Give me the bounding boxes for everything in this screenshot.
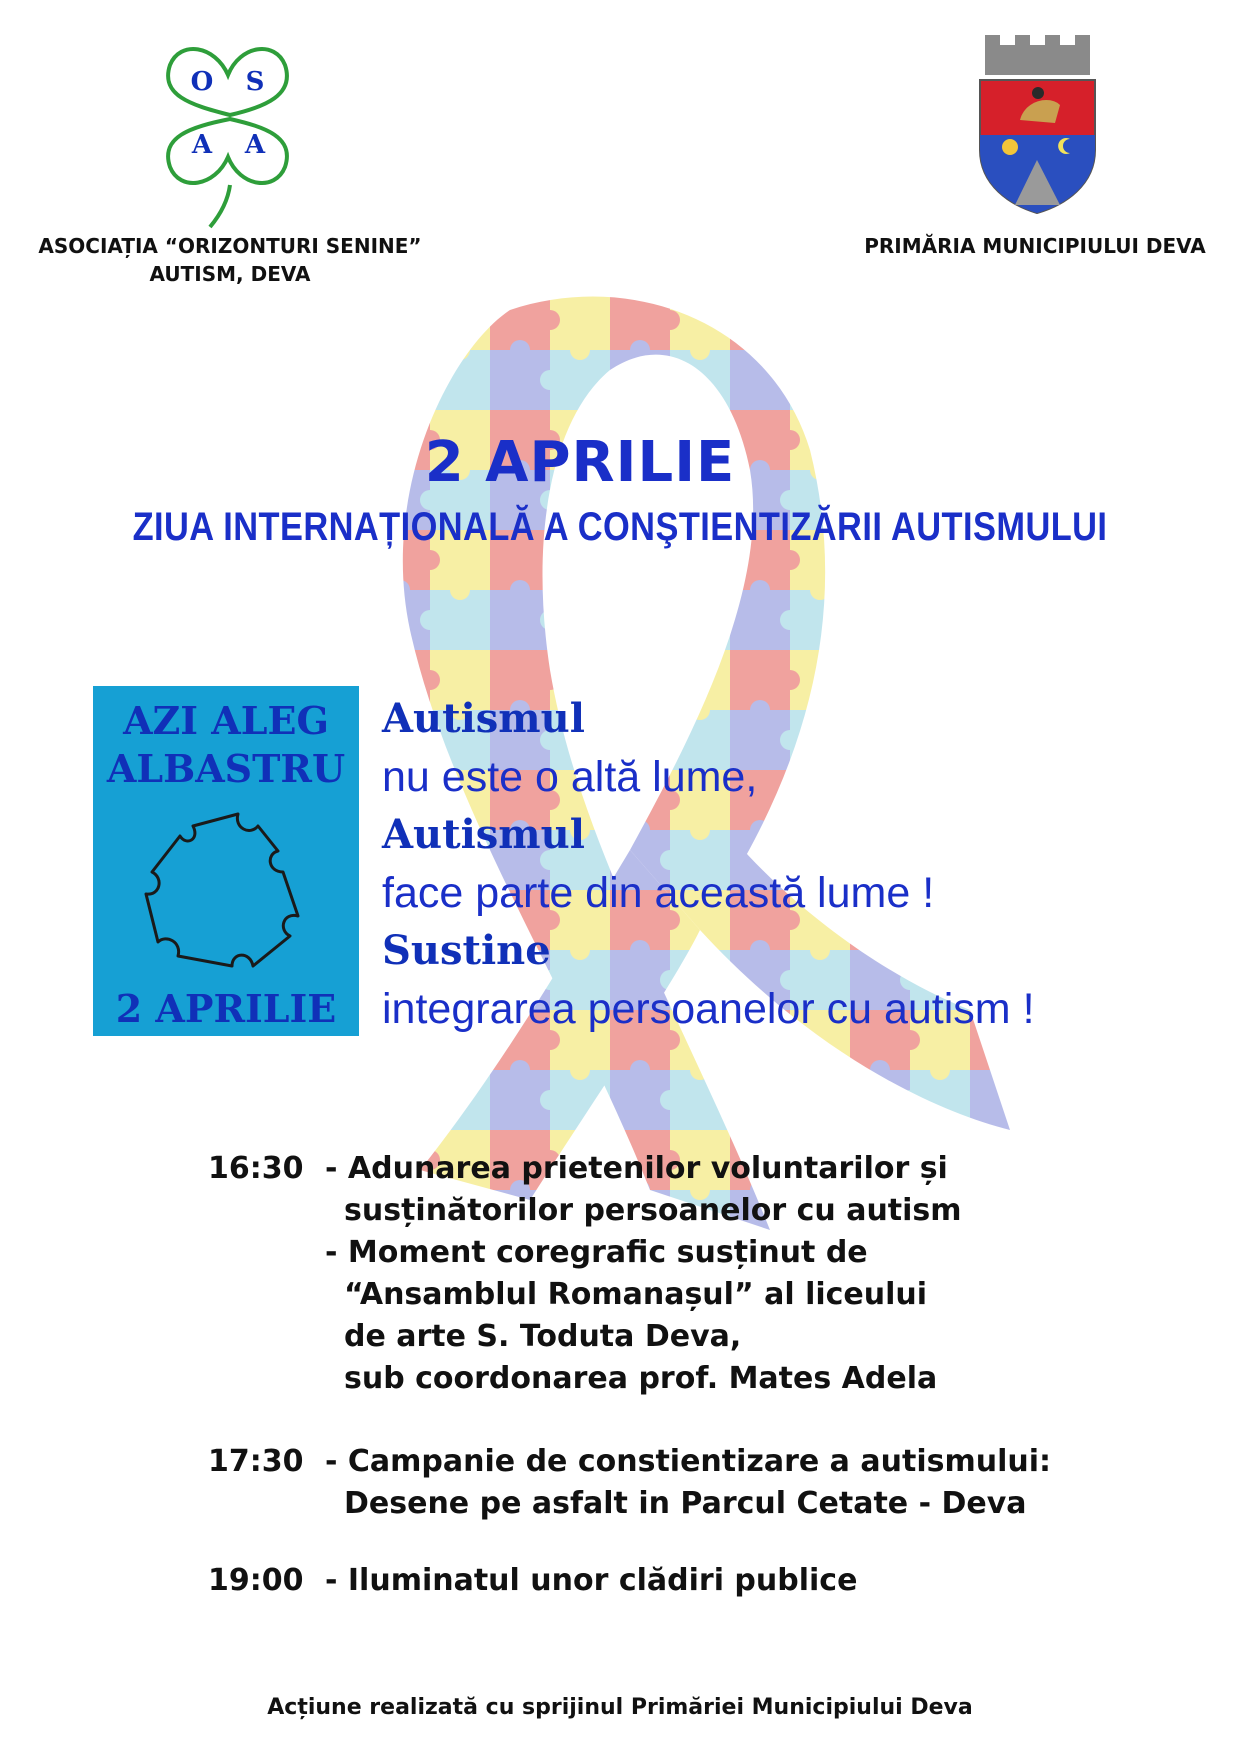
org-left-caption xyxy=(20,232,440,288)
schedule-description xyxy=(325,1148,1225,1400)
event-date-heading: 2 APRILIE xyxy=(424,430,736,495)
schedule-line: “Ansamblul Romanașul” al liceului xyxy=(344,1277,928,1312)
schedule-description xyxy=(325,1441,1225,1525)
message-line: integrarea persoanelor cu autism ! xyxy=(382,985,1035,1033)
schedule-line: Desene pe asfalt in Parcul Cetate - Deva xyxy=(344,1486,1027,1521)
message-line: Autismul xyxy=(382,811,585,858)
osaa-clover-logo xyxy=(150,35,310,230)
schedule-line: - Moment coregrafic susținut de xyxy=(325,1235,868,1270)
message-line: face parte din această lume ! xyxy=(382,869,935,917)
schedule-item xyxy=(0,1560,1240,1605)
schedule-line: - Iluminatul unor clădiri publice xyxy=(325,1563,858,1598)
logo-letter-o: O xyxy=(190,67,214,97)
schedule-time: 16:30 xyxy=(208,1151,304,1186)
message-line: Sustine xyxy=(382,927,551,974)
schedule-time: 19:00 xyxy=(208,1563,304,1598)
footer-sponsor-note: Acțiune realizată cu sprijinul Primăriei Municipiului Deva xyxy=(267,1695,973,1720)
box-line-1: AZI ALEG xyxy=(123,698,329,743)
schedule-line: sub coordonarea prof. Mates Adela xyxy=(344,1361,938,1396)
logo-letter-a: A xyxy=(244,130,266,160)
logo-letter-s: S xyxy=(245,67,265,97)
org-left-city: AUTISM, DEVA xyxy=(149,262,311,286)
logo-letter-a: A xyxy=(191,130,213,160)
message-line: nu este o altă lume, xyxy=(382,753,758,801)
awareness-message xyxy=(382,690,1222,1038)
schedule-line: susținătorilor persoanelor cu autism xyxy=(344,1193,962,1228)
message-line: Autismul xyxy=(382,695,585,742)
schedule-item xyxy=(0,1148,1240,1448)
box-date: 2 APRILIE xyxy=(115,986,337,1031)
event-title: ZIUA INTERNAȚIONALĂ A CONŞTIENTIZĂRII AUTISMULUI xyxy=(132,505,1108,549)
puzzle-piece-icon xyxy=(138,806,314,976)
org-left-name: ASOCIAȚIA “ORIZONTURI SENINE” xyxy=(38,234,422,258)
schedule-description xyxy=(325,1560,1225,1602)
schedule-line: - Campanie de constientizare a autismului: xyxy=(325,1444,1051,1479)
deva-coat-of-arms-icon xyxy=(970,35,1105,215)
schedule-item xyxy=(0,1441,1240,1531)
schedule-line: de arte S. Toduta Deva, xyxy=(344,1319,742,1354)
schedule-line: - Adunarea prietenilor voluntarilor și xyxy=(325,1151,948,1186)
light-it-up-blue-box xyxy=(93,686,359,1036)
schedule-time: 17:30 xyxy=(208,1444,304,1479)
org-right-caption: PRIMĂRIA MUNICIPIULUI DEVA xyxy=(864,234,1206,258)
box-line-2: ALBASTRU xyxy=(106,746,346,791)
